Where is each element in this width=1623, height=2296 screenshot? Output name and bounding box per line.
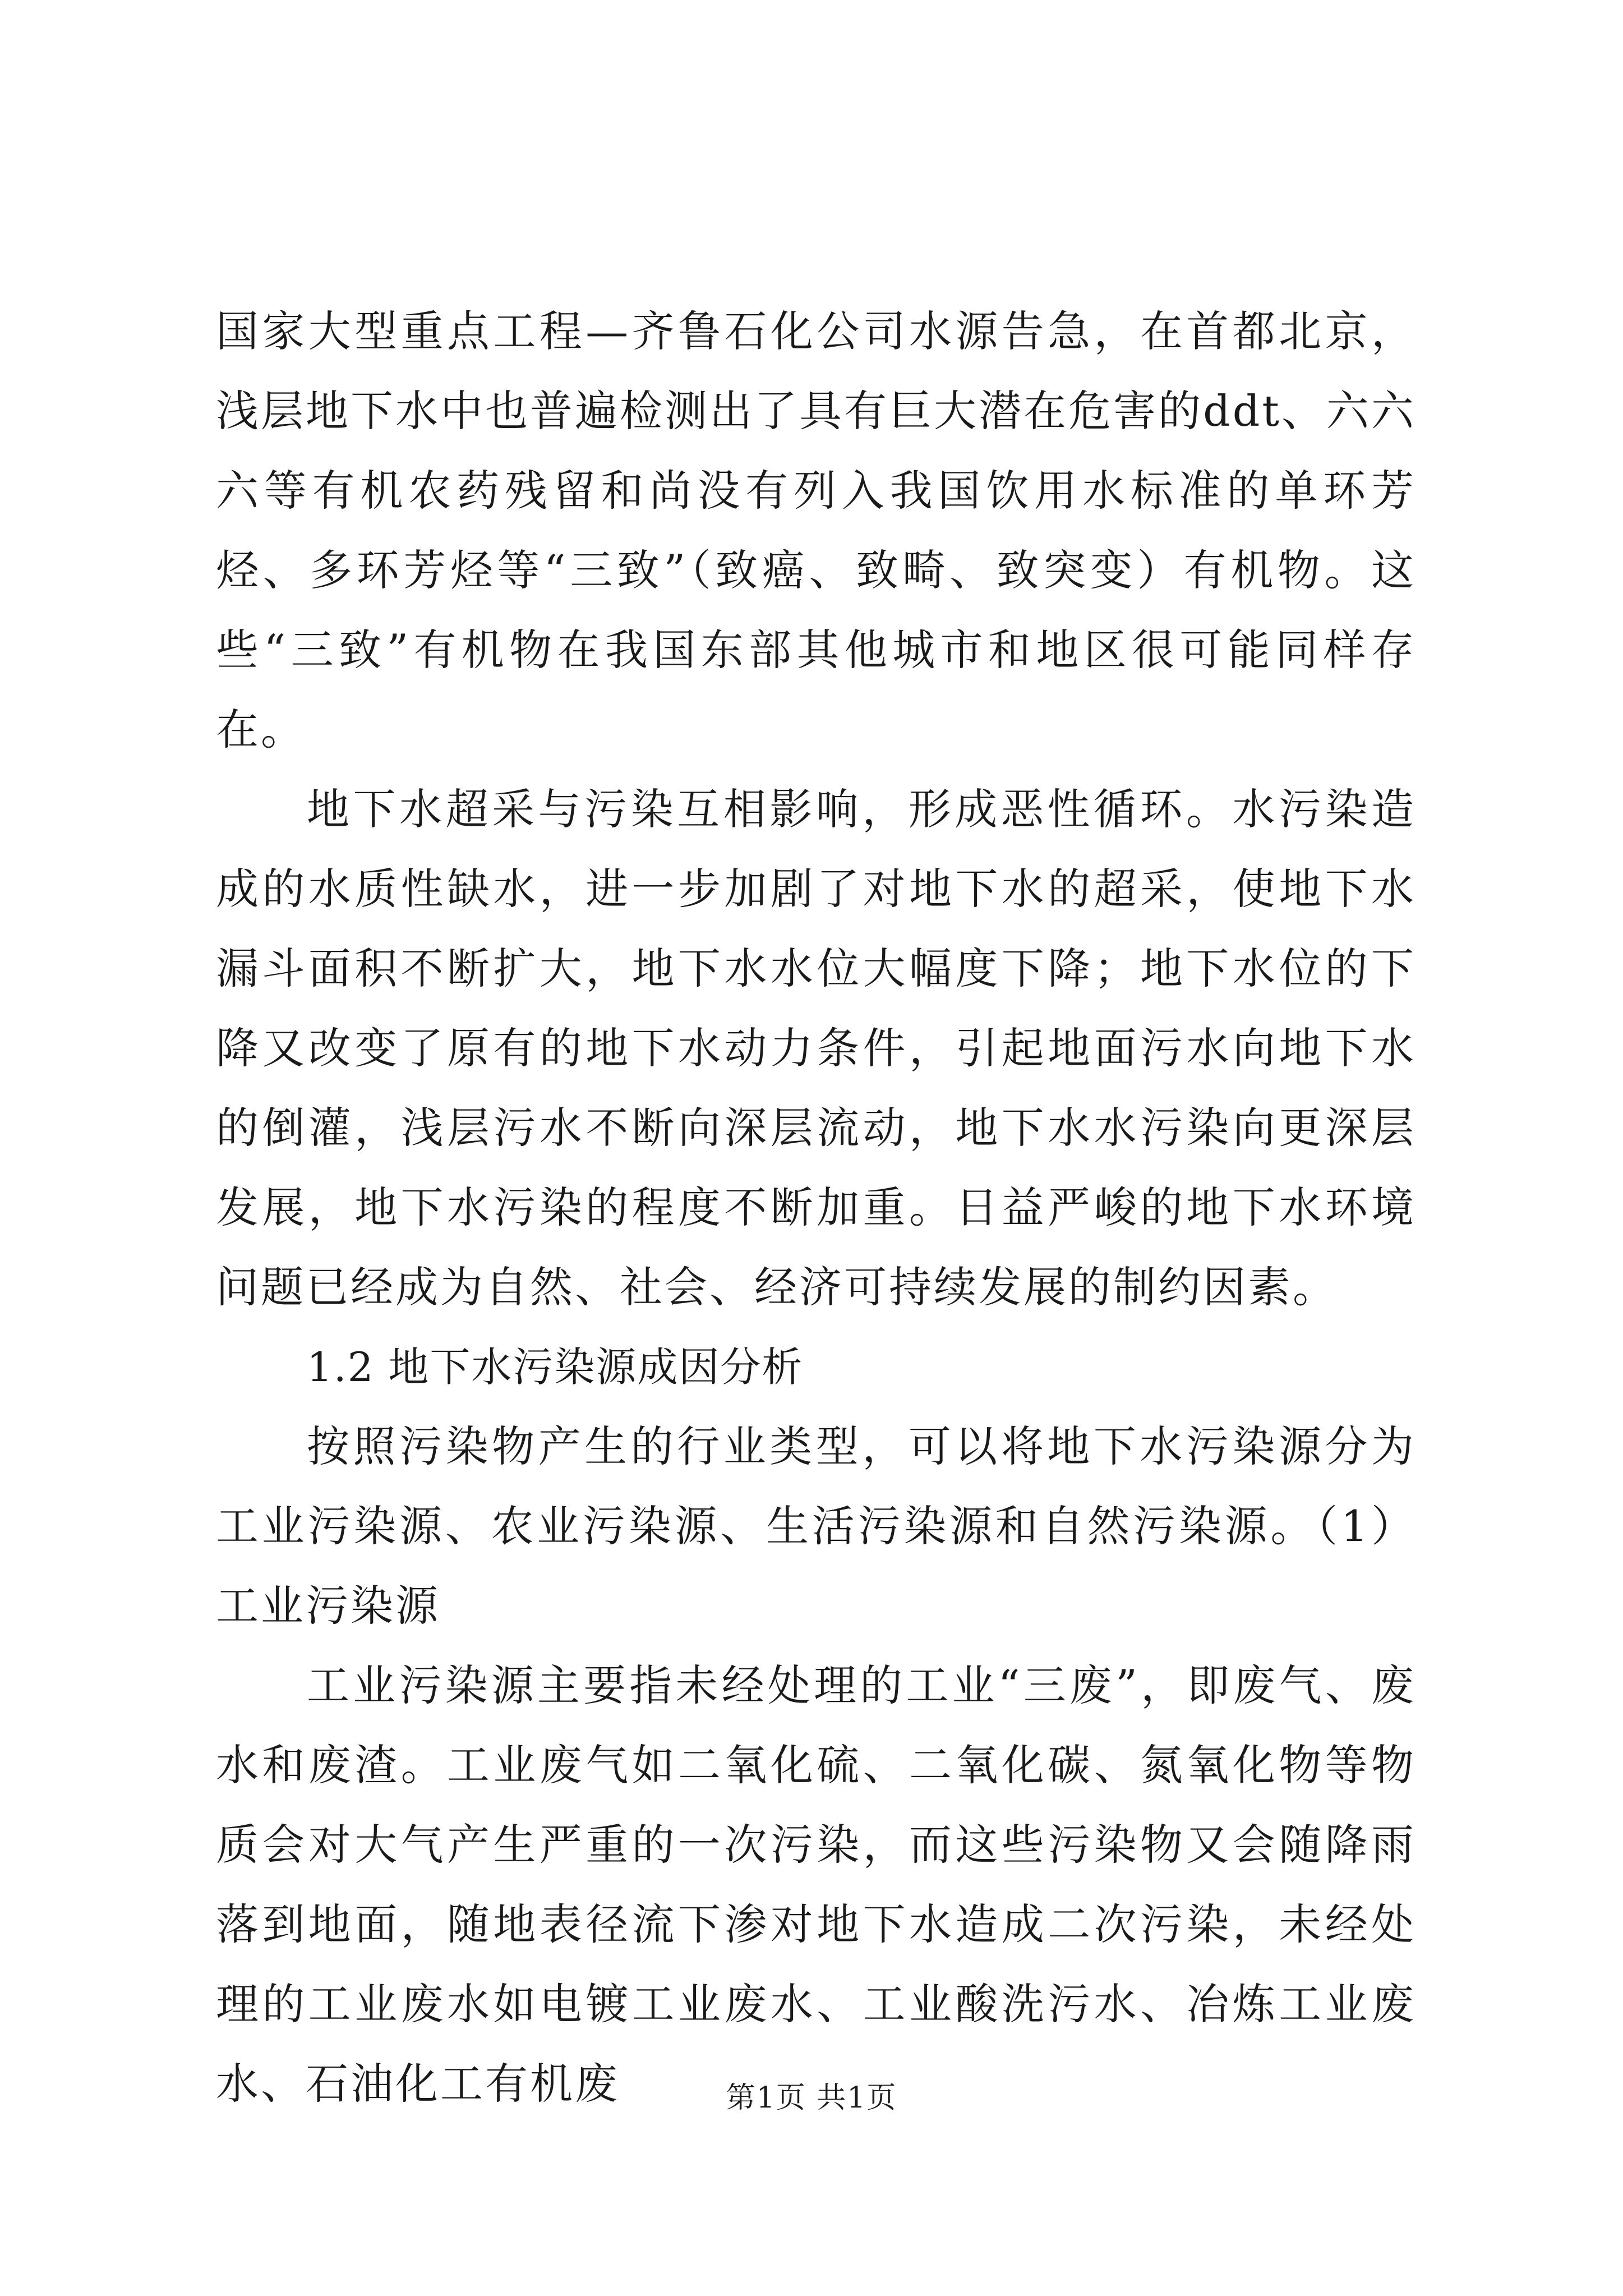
paragraph-groundwater-overexploitation: 地下水超采与污染互相影响，形成恶性循环。水污染造成的水质性缺水，进一步加剧了对地下水的超采，使地下水漏斗面积不断扩大，地下水水位大幅度下降；地下水位的下降又改变了原有的地下水动力条件，引起地面污水向地下水的倒灌，浅层污水不断向深层流动，地下水水污染向更深层发展，地下水污染的程度不断加重。日益严峻的地下水环境问题已经成为自然、社会、经济可持续发展的制约因素。 <box>216 784 1416 1312</box>
paragraph-pollution-source-types: 按照污染物产生的行业类型，可以将地下水污染源分为工业污染源、农业污染源、生活污染源和自然污染源。（1）工业污染源 <box>216 1421 1416 1631</box>
document-body <box>216 292 1416 2124</box>
paragraph-industrial-pollution: 工业污染源主要指未经处理的工业“三废”，即废气、废水和废渣。工业废气如二氧化硫、二氧化碳、氮氧化物等物质会对大气产生严重的一次污染，而这些污染物又会随降雨落到地面，随地表径流下渗对地下水造成二次污染，未经处理的工业废水如电镀工业废水、工业酸洗污水、冶炼工业废水、石油化工有机废 <box>216 1660 1416 2109</box>
paragraph-continuation: 国家大型重点工程—齐鲁石化公司水源告急，在首都北京，浅层地下水中也普遍检测出了具有巨大潜在危害的ddt、六六六等有机农药残留和尚没有列入我国饮用水标准的单环芳烃、多环芳烃等“三致”（致癌、致畸、致突变）有机物。这些“三致”有机物在我国东部其他城市和地区很可能同样存在。 <box>216 306 1416 754</box>
section-heading: 1.2 地下水污染源成因分析 <box>307 1343 804 1391</box>
page-footer: 第1页 共1页 <box>726 2081 897 2115</box>
